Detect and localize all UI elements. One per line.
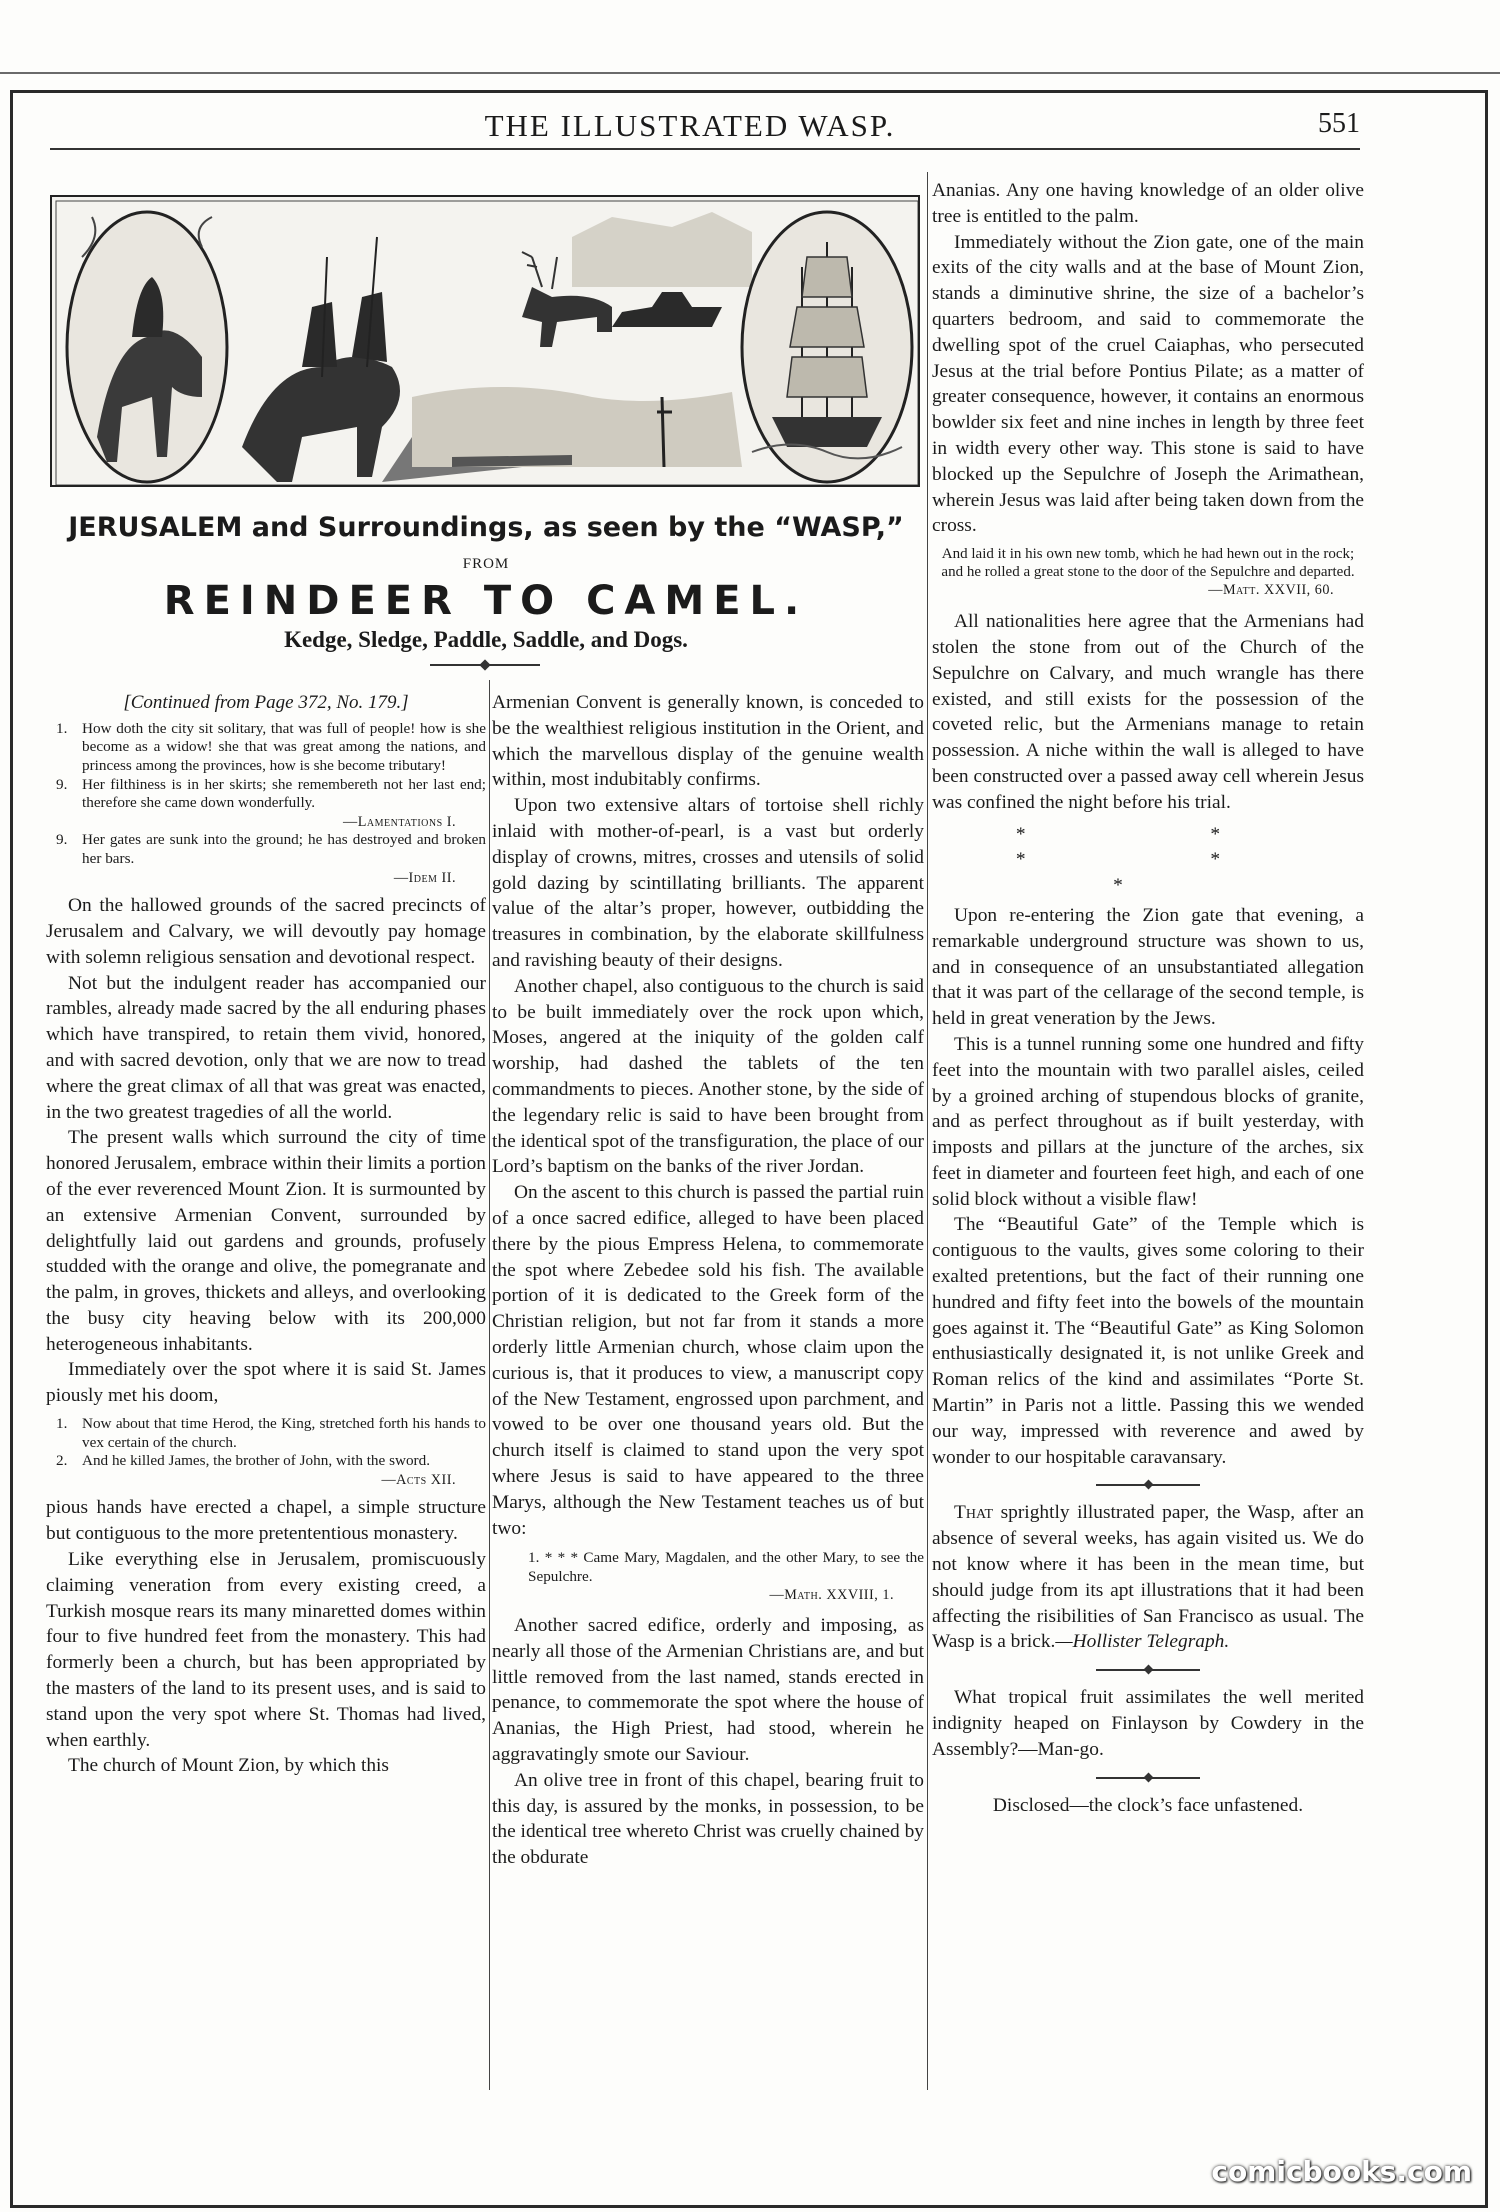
scripture-quote	[932, 545, 1364, 599]
paragraph: All nationalities here agree that the Armenians had stolen the stone from out of the Church of the Sepulchre on Calvary, and much wrangle has there existed, and still exists for the possession of the coveted relic, but the Armenians manage to retain possession. A niche within the wall is alleged to have been constructed over a passed away cell wherein Jesus was confined the night before his trial.	[932, 611, 1364, 813]
paragraph: Like everything else in Jerusalem, promiscuously claiming veneration from every existing creed, a Turkish mosque rears its many minaretted domes within four to five hundred feet from the monastery. This had formerly been a church, but has been appropriated by the masters of the land to its present uses, and is said to stand upon the very spot where St. Thomas had lived, when earthly.	[46, 1549, 486, 1751]
article-column-3	[932, 178, 1364, 1818]
verse-number: 1.	[56, 1415, 68, 1433]
verse	[46, 776, 486, 813]
page-number: 551	[1318, 108, 1360, 139]
verse-number: 9.	[56, 775, 68, 793]
verse-block-lamentations	[46, 720, 486, 887]
continued-note: [Continued from Page 372, No. 179.]	[123, 692, 409, 713]
paragraph: pious hands have erected a chapel, a simple structure but contiguous to the more pretententious monastery.	[46, 1497, 486, 1545]
verse-text: Now about that time Herod, the King, stretched forth his hands to vex certain of the church.	[82, 1415, 486, 1451]
paragraph: Immediately over the spot where it is said St. James piously met his doom,	[46, 1359, 486, 1407]
riddle-clock: Disclosed—the clock’s face unfastened.	[992, 1794, 1304, 1816]
riddle-mango: What tropical fruit assimilates the well merited indignity heaped on Finlayson by Cowdery in the Assembly?—Man-go.	[932, 1687, 1364, 1760]
running-title: THE ILLUSTRATED WASP.	[484, 108, 896, 143]
verse-text: Her filthiness is in her skirts; she remembereth not her last end; therefore she came down wonderfully.	[82, 775, 486, 812]
item-separator	[932, 1771, 1364, 1785]
section-break-stars: * * * * *	[1015, 823, 1311, 897]
paragraph: On the hallowed grounds of the sacred precincts of Jerusalem and Calvary, we will devoutly pay homage with solemn religious sensation and devotional respect.	[46, 895, 486, 968]
page-edge-rule	[0, 72, 1500, 74]
verse-text: And he killed James, the brother of John, with the sword.	[82, 1452, 430, 1470]
news-item-wasp	[932, 1500, 1364, 1655]
verse-number: 9.	[56, 831, 68, 849]
paragraph: Another chapel, also contiguous to the church is said to be built immediately over the rock upon which, Moses, angered at the iniquity of the golden calf worship, had dashed the tablets of the ten commandments to pieces. Another stone, by the side of the legendary relic is said to have been brought from the identical spot of the transfiguration, the place of our Lord’s baptism on the banks of the river Jordan.	[492, 975, 924, 1178]
verse	[46, 1452, 486, 1471]
column-rule-2	[927, 172, 928, 2090]
paragraph: This is a tunnel running some one hundred and fifty feet into the mountain with two parallel aisles, ceiled by a groined arching of stupendous blocks of granite, and as perfect throughout as if built yesterday, with imposts and pillars at the juncture of the arches, six feet in diameter and fourteen feet high, and each of one solid block without a visible flaw!	[932, 1033, 1364, 1210]
paragraph: Another sacred edifice, orderly and imposing, as nearly all those of the Armenian Christians are, and but little removed from the last named, stands erected in penance, to commemorate the spot where the house of Ananias, the High Priest, had stood, wherein he aggravatingly smote our Saviour.	[492, 1615, 924, 1766]
paragraph: Not but the indulgent reader has accompanied our rambles, already made sacred by the all enduring phases which have transpired, to retain them vivid, honored, and with sacred devotion, only that we are now to tread where the great climax of all that was great was enacted, in the two greatest tragedies of all the world.	[46, 972, 486, 1123]
paragraph: The “Beautiful Gate” of the Temple which is contiguous to the vaults, gives some coloring to their exalted pretentions, but the fact of their running one hundred and fifty feet into the bowels of the mountain goes against it. The “Beautiful Gate” as King Solomon enthusiastically designated it, is not unlike Greek and Roman relics of the kind and assimilates “Porte St. Martin” in Paris not a little. Passing this we wended our way, impressed with reverence and awed by wonder to our hospitable caravansary.	[932, 1214, 1364, 1468]
headline-ornament	[430, 664, 540, 666]
sailing-ship	[772, 417, 882, 447]
article-column-2	[492, 690, 924, 1871]
paragraph: An olive tree in front of this chapel, bearing fruit to this day, is assured by the monks, in possession, to be the identical tree whereto Christ was cruelly chained by the obdurate	[492, 1769, 924, 1869]
verse-block-matthew	[492, 1549, 924, 1605]
paragraph: Armenian Convent is generally known, is conceded to be the wealthiest religious institution in the Orient, and which the marvellous display of the genuine wealth within, most indubitably confirms.	[492, 692, 924, 791]
engraving-banner	[50, 195, 920, 487]
headline-subtitle: Kedge, Sledge, Paddle, Saddle, and Dogs.	[284, 627, 688, 652]
article-column-1	[46, 690, 486, 1779]
paragraph: Upon re-entering the Zion gate that evening, a remarkable underground structure was shown to us, and in consequence of an unsubstantiated allegation that it was part of the cellarage of the second temple, is held in great veneration by the Jews.	[932, 904, 1364, 1030]
paragraph: The present walls which surround the city of time honored Jerusalem, embrace within their limits a portion of the ever reverenced Mount Zion. It is surmounted by an extensive Armenian Convent, surrounded by delightfully laid out gardens and grounds, profusely studded with the orange and olive, the pomegranate and the palm, in groves, thickets and alleys, and overlooking the busy city heaving below with its 200,000 heterogeneous inhabitants.	[46, 1127, 486, 1355]
item-lead: That	[954, 1502, 994, 1524]
headline-reindeer-to-camel: REINDEER TO CAMEL.	[163, 578, 809, 624]
engraving-illustration	[52, 197, 920, 487]
verse	[46, 1415, 486, 1452]
verse-citation: —Idem II.	[393, 869, 456, 886]
paragraph: Upon two extensive altars of tortoise shell richly inlaid with mother-of-pearl, is a vast but orderly display of crowns, mitres, crosses and utensils of solid gold dazing by scintillating brilliants. The apparent value of the altar’s proper, however, outbidding the treasures in combination, by the elaborate skillfulness and ravishing beauty of their designs.	[492, 795, 924, 971]
item-separator	[932, 1663, 1364, 1677]
verse-citation: —Lamentations I.	[343, 813, 456, 830]
verse-text: 1. * * * Came Mary, Magdalen, and the other Mary, to see the Sepulchre.	[528, 1549, 924, 1585]
reindeer-sledge	[522, 287, 612, 347]
verse	[46, 831, 486, 868]
item-body: sprightly illustrated paper, the Wasp, after an absence of several weeks, has again visited us. We do not know where it has been in the mean time, but should judge from its apt illustrations that it had been affecting the risibilities of San Francisco as usual. The Wasp is a brick.	[932, 1502, 1364, 1653]
column-rule-1	[489, 680, 490, 2090]
watermark: comicbooks.com	[1211, 2155, 1472, 2188]
verse-citation: —Math. XXVIII, 1.	[769, 1587, 894, 1604]
headline-main: JERUSALEM and Surroundings, as seen by the “WASP,”	[68, 512, 904, 543]
horse-riders	[242, 357, 400, 482]
verse-number: 1.	[56, 719, 68, 737]
item-separator	[932, 1478, 1364, 1492]
paragraph: On the ascent to this church is passed the partial ruin of a once sacred edifice, alleged to have been placed there by the pious Empress Helena, to commemorate the spot where Zebedee sold his fish. The available portion of it is dedicated to the Greek form of the Christian religion, but not far from it stands a more orderly little Armenian church, whose claim upon the curious is, that it produces to view, a manuscript copy of the New Testament, engrossed upon parchment, and vowed to be over one thousand years old. But the church itself is claimed to stand upon the very spot where Jesus is said to have appeared to the three Marys, although the New Testament teaches us of but two:	[492, 1182, 924, 1539]
item-source: —Hollister Telegraph.	[1055, 1631, 1230, 1653]
paragraph: The church of Mount Zion, by which this	[68, 1755, 389, 1777]
headline-from: FROM	[462, 556, 510, 572]
paragraph: Immediately without the Zion gate, one of the main exits of the city walls and at the base of Mount Zion, stands a diminutive shrine, the size of a bachelor’s quarters bedroom, and said to commemorate the dwelling spot of the cruel Caiaphas, who persecuted Jesus at the trial before Pontius Pilate; as a matter of greater consequence, however, it contains an enormous bowlder six feet and nine inches in length by three feet in width every other way. This stone is said to have blocked up the Sepulchre of Joseph the Arimathean, wherein Jesus was laid after being taken down from the cross.	[932, 231, 1364, 537]
header-rule	[50, 148, 1360, 150]
verse-citation: —Acts XII.	[381, 1471, 456, 1488]
quote-citation: —Matt. XXVII, 60.	[1208, 582, 1334, 599]
verse-text: How doth the city sit solitary, that was full of people! how is she become as a widow! she that was great among the nations, and princess among the provinces, how is she become tributary!	[82, 719, 486, 774]
verse-text: Her gates are sunk into the ground; he has destroyed and broken her bars.	[82, 831, 486, 867]
paragraph: Ananias. Any one having knowledge of an older olive tree is entitled to the palm.	[932, 180, 1364, 227]
verse	[46, 720, 486, 776]
quote-text: And laid it in his own new tomb, which he had hewn out in the rock; and he rolled a great stone to the door of the Sepulchre and departed.	[941, 546, 1355, 581]
verse-number: 2.	[56, 1452, 68, 1470]
verse-block-acts	[46, 1415, 486, 1489]
